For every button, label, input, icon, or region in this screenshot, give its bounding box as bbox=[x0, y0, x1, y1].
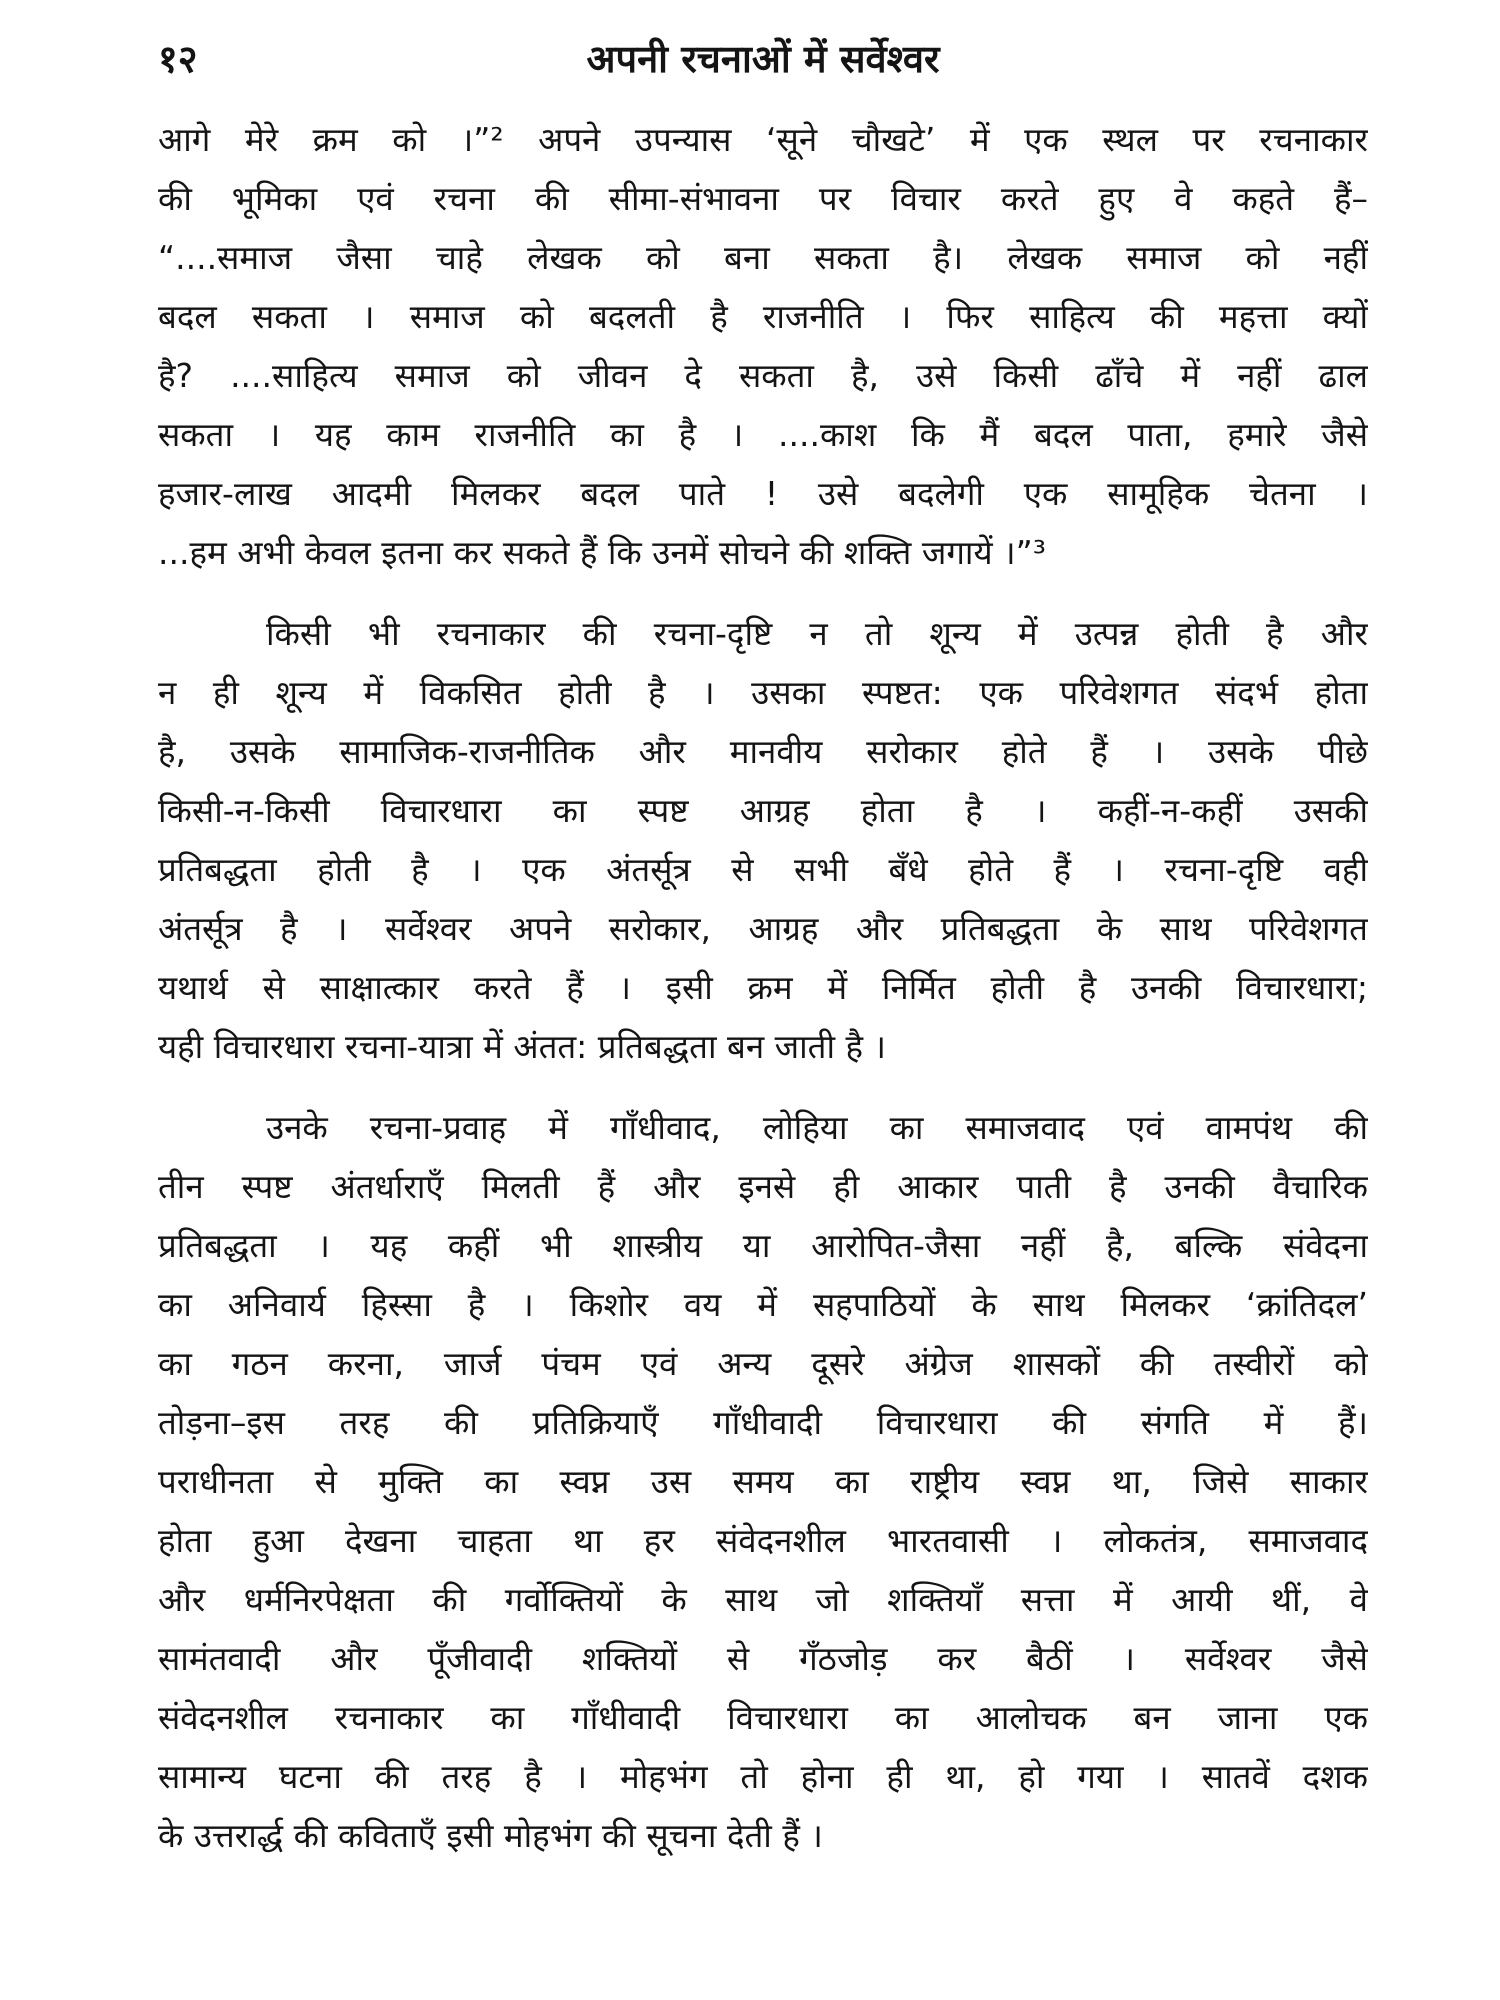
text-line: सामान्य घटना की तरह है । मोहभंग तो होना ही था, हो गया । सातवें दशक bbox=[158, 1757, 1368, 1796]
text-line: की भूमिका एवं रचना की सीमा-संभावना पर विचार करते हुए वे कहते हैं– bbox=[158, 179, 1368, 218]
text-line: उनके रचना-प्रवाह में गाँधीवाद, लोहिया का समाजवाद एवं वामपंथ की bbox=[266, 1108, 1368, 1147]
text-line: यथार्थ से साक्षात्कार करते हैं । इसी क्रम में निर्मित होती है उनकी विचारधारा; bbox=[158, 968, 1368, 1007]
text-line: सामंतवादी और पूँजीवादी शक्तियों से गँठजोड़ कर बैठीं । सर्वेश्वर जैसे bbox=[158, 1639, 1368, 1678]
paragraph-2 bbox=[158, 604, 1368, 1076]
running-title: अपनी रचनाओं में सर्वेश्वर bbox=[586, 37, 940, 81]
text-line: किसी भी रचनाकार की रचना-दृष्टि न तो शून्य में उत्पन्न होती है और bbox=[266, 614, 1368, 653]
body-text bbox=[158, 110, 1368, 1865]
text-line: किसी-न-किसी विचारधारा का स्पष्ट आग्रह होता है । कहीं-न-कहीं उसकी bbox=[158, 791, 1368, 830]
text-line: पराधीनता से मुक्ति का स्वप्न उस समय का राष्ट्रीय स्वप्न था, जिसे साकार bbox=[158, 1462, 1368, 1501]
text-line: बदल सकता । समाज को बदलती है राजनीति । फिर साहित्य की महत्ता क्यों bbox=[158, 297, 1368, 336]
text-line: और धर्मनिरपेक्षता की गर्वोक्तियों के साथ जो शक्तियाँ सत्ता में आयी थीं, वे bbox=[158, 1580, 1368, 1619]
paragraph-1 bbox=[158, 110, 1368, 582]
text-line: न ही शून्य में विकसित होती है । उसका स्पष्टत: एक परिवेशगत संदर्भ होता bbox=[158, 673, 1368, 712]
paragraph-3 bbox=[158, 1098, 1368, 1865]
text-line: है? ....साहित्य समाज को जीवन दे सकता है, उसे किसी ढाँचे में नहीं ढाल bbox=[158, 356, 1368, 395]
text-line: हजार-लाख आदमी मिलकर बदल पाते ! उसे बदलेगी एक सामूहिक चेतना । bbox=[158, 474, 1368, 513]
text-line: तीन स्पष्ट अंतर्धाराएँ मिलती हैं और इनसे ही आकार पाती है उनकी वैचारिक bbox=[158, 1167, 1368, 1206]
text-line: अंतर्सूत्र है । सर्वेश्वर अपने सरोकार, आग्रह और प्रतिबद्धता के साथ परिवेशगत bbox=[158, 909, 1368, 948]
text-line: ...हम अभी केवल इतना कर सकते हैं कि उनमें सोचने की शक्ति जगायें ।”³ bbox=[158, 533, 1046, 572]
text-line: संवेदनशील रचनाकार का गाँधीवादी विचारधारा का आलोचक बन जाना एक bbox=[158, 1698, 1368, 1737]
text-line: होता हुआ देखना चाहता था हर संवेदनशील भारतवासी । लोकतंत्र, समाजवाद bbox=[158, 1521, 1368, 1560]
text-line: प्रतिबद्धता होती है । एक अंतर्सूत्र से सभी बँधे होते हैं । रचना-दृष्टि वही bbox=[158, 850, 1368, 889]
text-line: का गठन करना, जार्ज पंचम एवं अन्य दूसरे अंग्रेज शासकों की तस्वीरों को bbox=[158, 1344, 1368, 1383]
text-line: प्रतिबद्धता । यह कहीं भी शास्त्रीय या आरोपित-जैसा नहीं है, बल्कि संवेदना bbox=[158, 1226, 1368, 1265]
text-line: है, उसके सामाजिक-राजनीतिक और मानवीय सरोकार होते हैं । उसके पीछे bbox=[158, 732, 1368, 771]
text-line: यही विचारधारा रचना-यात्रा में अंतत: प्रतिबद्धता बन जाती है । bbox=[158, 1027, 887, 1066]
text-line: का अनिवार्य हिस्सा है । किशोर वय में सहपाठियों के साथ मिलकर ‘क्रांतिदल’ bbox=[158, 1285, 1368, 1324]
text-line: सकता । यह काम राजनीति का है । ....काश कि मैं बदल पाता, हमारे जैसे bbox=[158, 415, 1368, 454]
page-number: १२ bbox=[158, 37, 198, 81]
text-line: आगे मेरे क्रम को ।”² अपने उपन्यास ‘सूने चौखटे’ में एक स्थल पर रचनाकार bbox=[158, 120, 1368, 159]
text-line: के उत्तरार्द्ध की कविताएँ इसी मोहभंग की सूचना देती हैं । bbox=[158, 1816, 823, 1855]
page-header bbox=[158, 24, 1368, 94]
text-line: तोड़ना–इस तरह की प्रतिक्रियाएँ गाँधीवादी विचारधारा की संगति में हैं। bbox=[158, 1403, 1368, 1442]
text-line: “....समाज जैसा चाहे लेखक को बना सकता है। लेखक समाज को नहीं bbox=[158, 238, 1368, 277]
